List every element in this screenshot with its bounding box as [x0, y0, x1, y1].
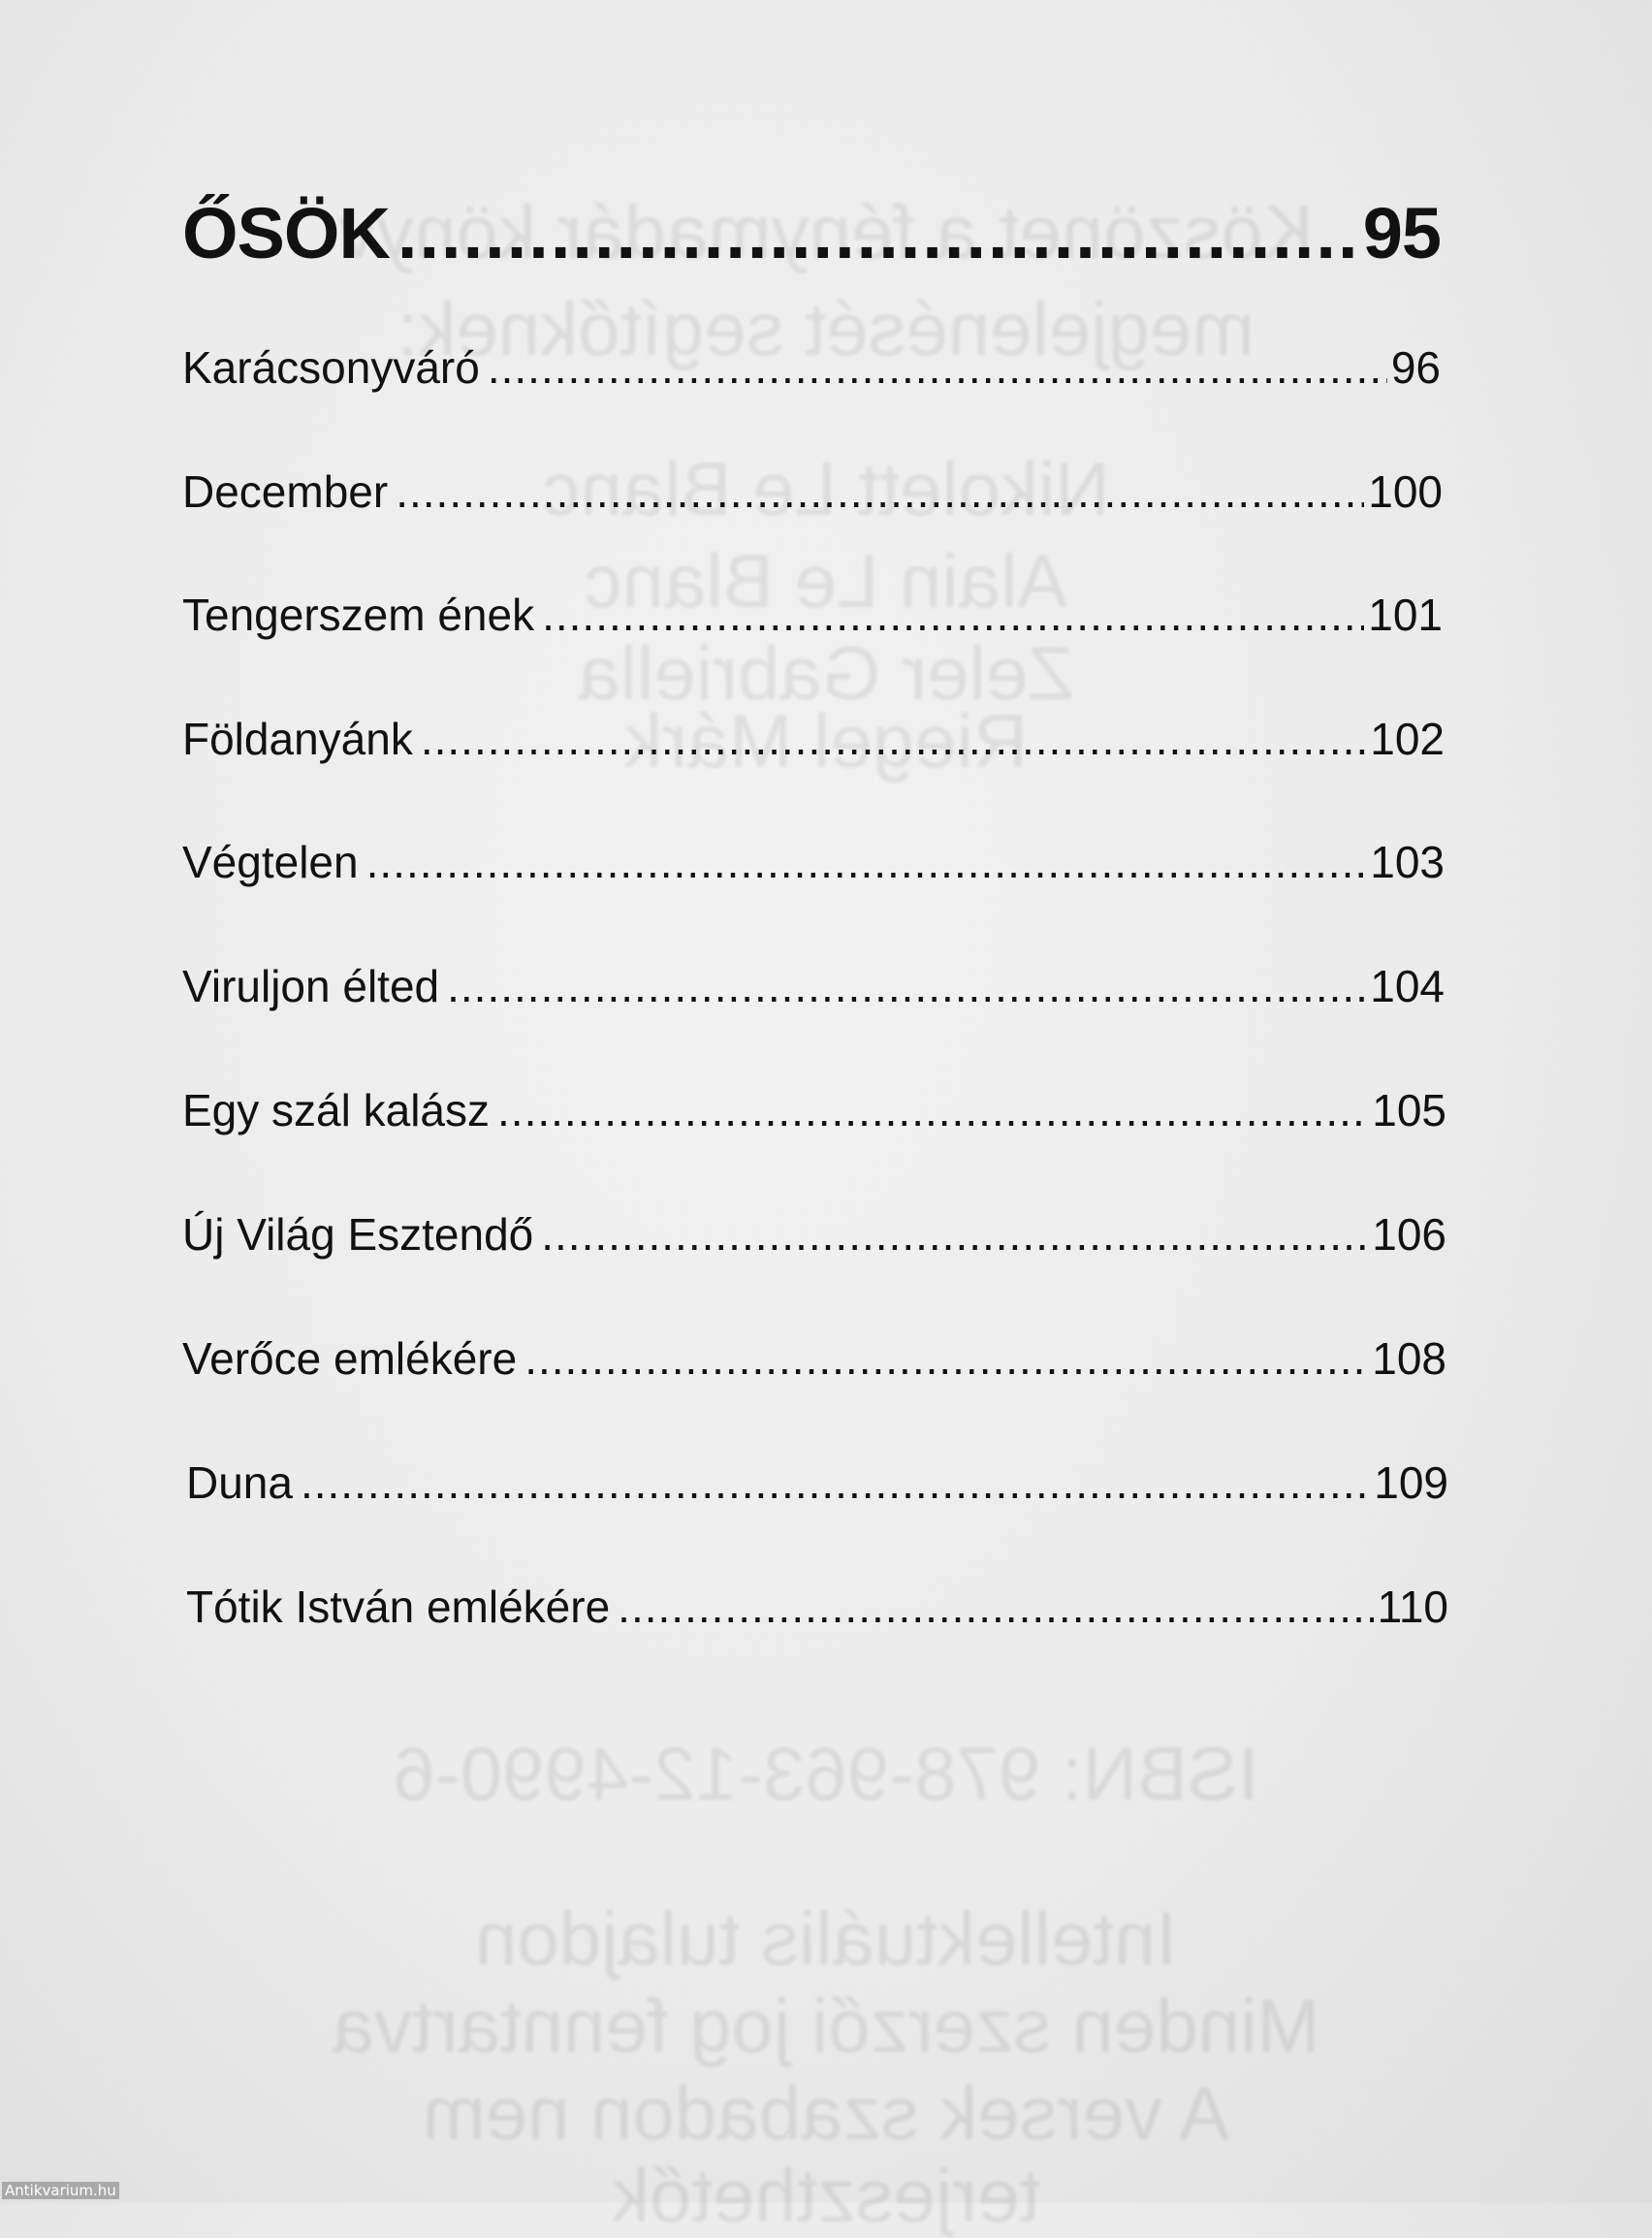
bleed-line: ISBN: 978-963-12-4990-6	[393, 1731, 1259, 1816]
entry-page-number: 105	[1372, 1085, 1446, 1135]
bleed-line: Minden szerzői jog fenntartva	[332, 1983, 1320, 2068]
dot-leader	[396, 465, 1364, 518]
toc-entry	[182, 341, 1441, 394]
entry-title: Viruljon élted	[182, 961, 440, 1011]
dot-leader	[497, 1084, 1368, 1136]
dot-leader	[421, 713, 1366, 765]
entry-page-number: 104	[1370, 961, 1445, 1011]
entry-page-number: 100	[1368, 466, 1443, 517]
toc-entry	[186, 1456, 1448, 1509]
entry-title: Tótik István emlékére	[186, 1582, 611, 1632]
bleed-line: Intellektuális tulajdon	[474, 1896, 1178, 1981]
toc-entry	[182, 465, 1443, 518]
bleed-line: A versek szabadon nem	[422, 2070, 1230, 2156]
dot-leader	[541, 1208, 1368, 1261]
bleed-line: Alain Le Blanc	[584, 538, 1068, 623]
dot-leader	[524, 1332, 1368, 1385]
bleed-line: Nikolett Le Blanc	[542, 446, 1110, 531]
dot-leader	[366, 836, 1367, 888]
bleed-line: Köszönet a fénymadár könyv	[338, 189, 1314, 274]
entry-page-number: 106	[1372, 1209, 1446, 1260]
entry-title: Verőce emlékére	[182, 1333, 518, 1384]
entry-page-number: 96	[1390, 342, 1441, 393]
entry-title: Végtelen	[182, 837, 359, 887]
toc-entry	[182, 589, 1443, 641]
dot-leader	[301, 1456, 1370, 1509]
entry-page-number: 103	[1370, 837, 1445, 887]
entry-page-number: 109	[1374, 1457, 1448, 1508]
dot-leader	[618, 1581, 1373, 1633]
toc-entry	[182, 1208, 1446, 1261]
entry-title: Duna	[186, 1457, 293, 1508]
entry-title: Karácsonyváró	[182, 342, 480, 393]
entry-title: Egy szál kalász	[182, 1085, 491, 1135]
bleed-line: Zeler Gabriella	[578, 630, 1074, 716]
bleed-line: Riegel Márk	[623, 698, 1029, 783]
entry-title: Tengerszem ének	[182, 590, 535, 640]
toc-entry	[182, 960, 1445, 1012]
bleed-line: megjelenését segítőknek:	[397, 286, 1255, 371]
toc-entry	[186, 1581, 1448, 1633]
dot-leader	[542, 589, 1364, 641]
entry-title: Földanyánk	[182, 714, 413, 764]
entry-page-number: 110	[1377, 1582, 1448, 1632]
dot-leader	[447, 960, 1366, 1012]
toc-entry	[182, 1084, 1446, 1136]
bleed-line: terjeszthetők	[611, 2153, 1041, 2238]
dot-leader	[488, 341, 1387, 394]
toc-entry	[182, 836, 1445, 888]
entry-page-number: 101	[1368, 590, 1443, 640]
toc-entry	[182, 1332, 1446, 1385]
section-title: ŐSÖK	[182, 193, 390, 273]
dot-leader	[397, 192, 1359, 274]
section-page-number: 95	[1362, 193, 1441, 273]
toc-section-heading	[182, 192, 1441, 274]
entry-page-number: 108	[1372, 1333, 1446, 1384]
entry-title: December	[182, 466, 389, 517]
entry-title: Új Világ Esztendő	[182, 1209, 534, 1260]
watermark: Antikvarium.hu	[2, 2182, 119, 2199]
entry-page-number: 102	[1370, 714, 1445, 764]
toc-entry	[182, 713, 1445, 765]
